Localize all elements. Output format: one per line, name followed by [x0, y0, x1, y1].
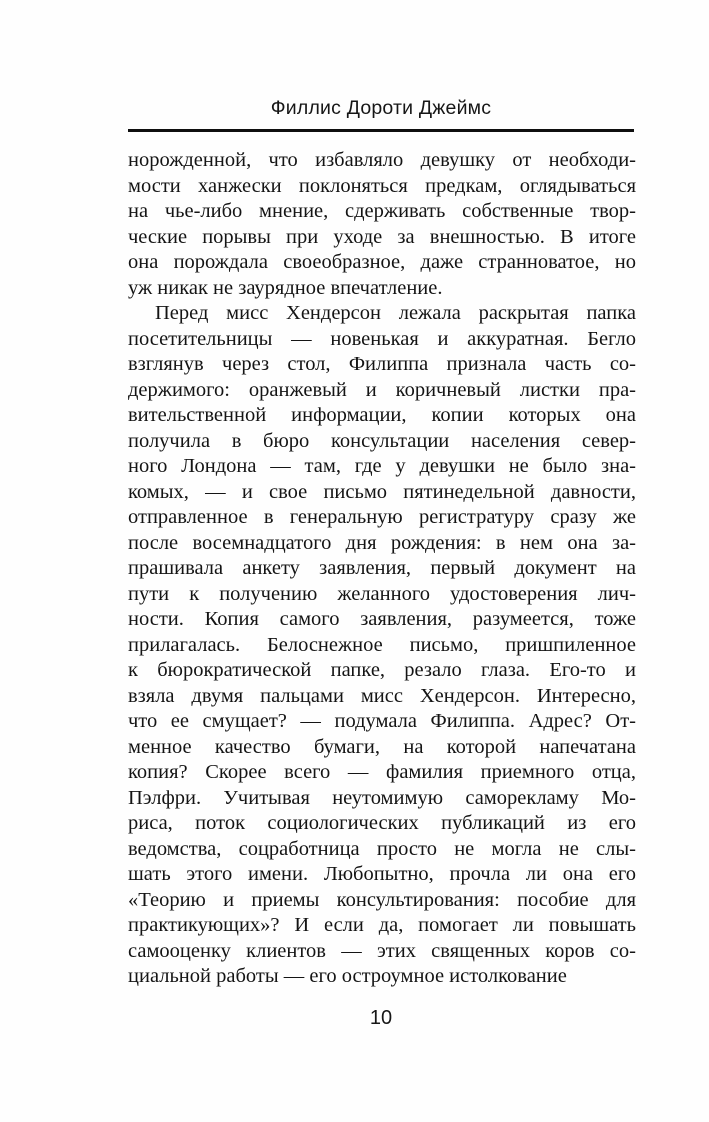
text-line: на чье-либо мнение, сдерживать собственные твор-: [128, 200, 636, 222]
text-line: ческие порывы при уходе за внешностью. В итоге: [128, 225, 636, 248]
paragraph: [128, 148, 636, 301]
text-line: копия? Скорее всего — фамилия приемного отца,: [128, 761, 636, 783]
text-line: циальной работы — его остроумное истолкование: [128, 965, 567, 987]
text-line: к бюрократической папке, резало глаза. Его-то и: [128, 659, 636, 681]
text-line: ности. Копия самого заявления, разумеется, тоже: [128, 608, 636, 630]
text-line: комых, — и свое письмо пятинедельной давности,: [128, 480, 636, 503]
text-line: взглянув через стол, Филиппа признала часть со-: [128, 353, 636, 375]
text-line: менное качество бумаги, на которой напечатана: [128, 735, 636, 758]
text-line: посетительницы — новенькая и аккуратная. Бегло: [128, 327, 636, 350]
running-header-author: Филлис Дороти Джеймс: [270, 97, 492, 119]
paragraph: [128, 301, 636, 990]
header-rule: [128, 129, 634, 132]
text-line: «Теорию и приемы консультирования: пособие для: [128, 888, 636, 911]
text-line: отправленное в генеральную регистратуру сразу же: [128, 506, 636, 528]
text-line: что ее смущает? — подумала Филиппа. Адрес? От-: [128, 710, 636, 732]
page-number: 10: [369, 1007, 393, 1029]
text-line: получила в бюро консультации населения север-: [128, 429, 636, 452]
page-text: [128, 148, 636, 990]
text-line: пути к получению желанного удостоверения лич-: [128, 582, 636, 605]
text-line: шать этого имени. Любопытно, прочла ли она его: [128, 863, 636, 885]
text-line: ного Лондона — там, где у девушки не было зна-: [128, 455, 636, 477]
text-line: практикующих»? И если да, помогает ли повышать: [128, 914, 636, 936]
text-line: мости ханжески поклоняться предкам, оглядываться: [128, 174, 636, 197]
text-line: Пэлфри. Учитывая неутомимую саморекламу Мо-: [128, 786, 636, 809]
text-line: самооценку клиентов — этих священных коров со-: [128, 939, 636, 962]
text-line: взяла двумя пальцами мисс Хендерсон. Интересно,: [128, 684, 636, 707]
text-line: уж никак не заурядное впечатление.: [128, 276, 443, 299]
text-line: она порождала своеобразное, даже странноватое, но: [128, 251, 636, 273]
text-line: Перед мисс Хендерсон лежала раскрытая папка: [155, 302, 636, 324]
text-line: риса, поток социологических публикаций из его: [128, 812, 636, 834]
text-line: прилагалась. Белоснежное письмо, пришпиленное: [128, 633, 636, 656]
text-line: норожденной, что избавляло девушку от необходи-: [128, 149, 636, 171]
text-line: вительственной информации, копии которых она: [128, 404, 636, 426]
text-line: после восемнадцатого дня рождения: в нем она за-: [128, 531, 636, 554]
text-line: держимого: оранжевый и коричневый листки пра-: [128, 378, 636, 401]
text-line: ведомства, соцработница просто не могла не слы-: [128, 837, 636, 860]
text-line: прашивала анкету заявления, первый документ на: [128, 557, 636, 579]
